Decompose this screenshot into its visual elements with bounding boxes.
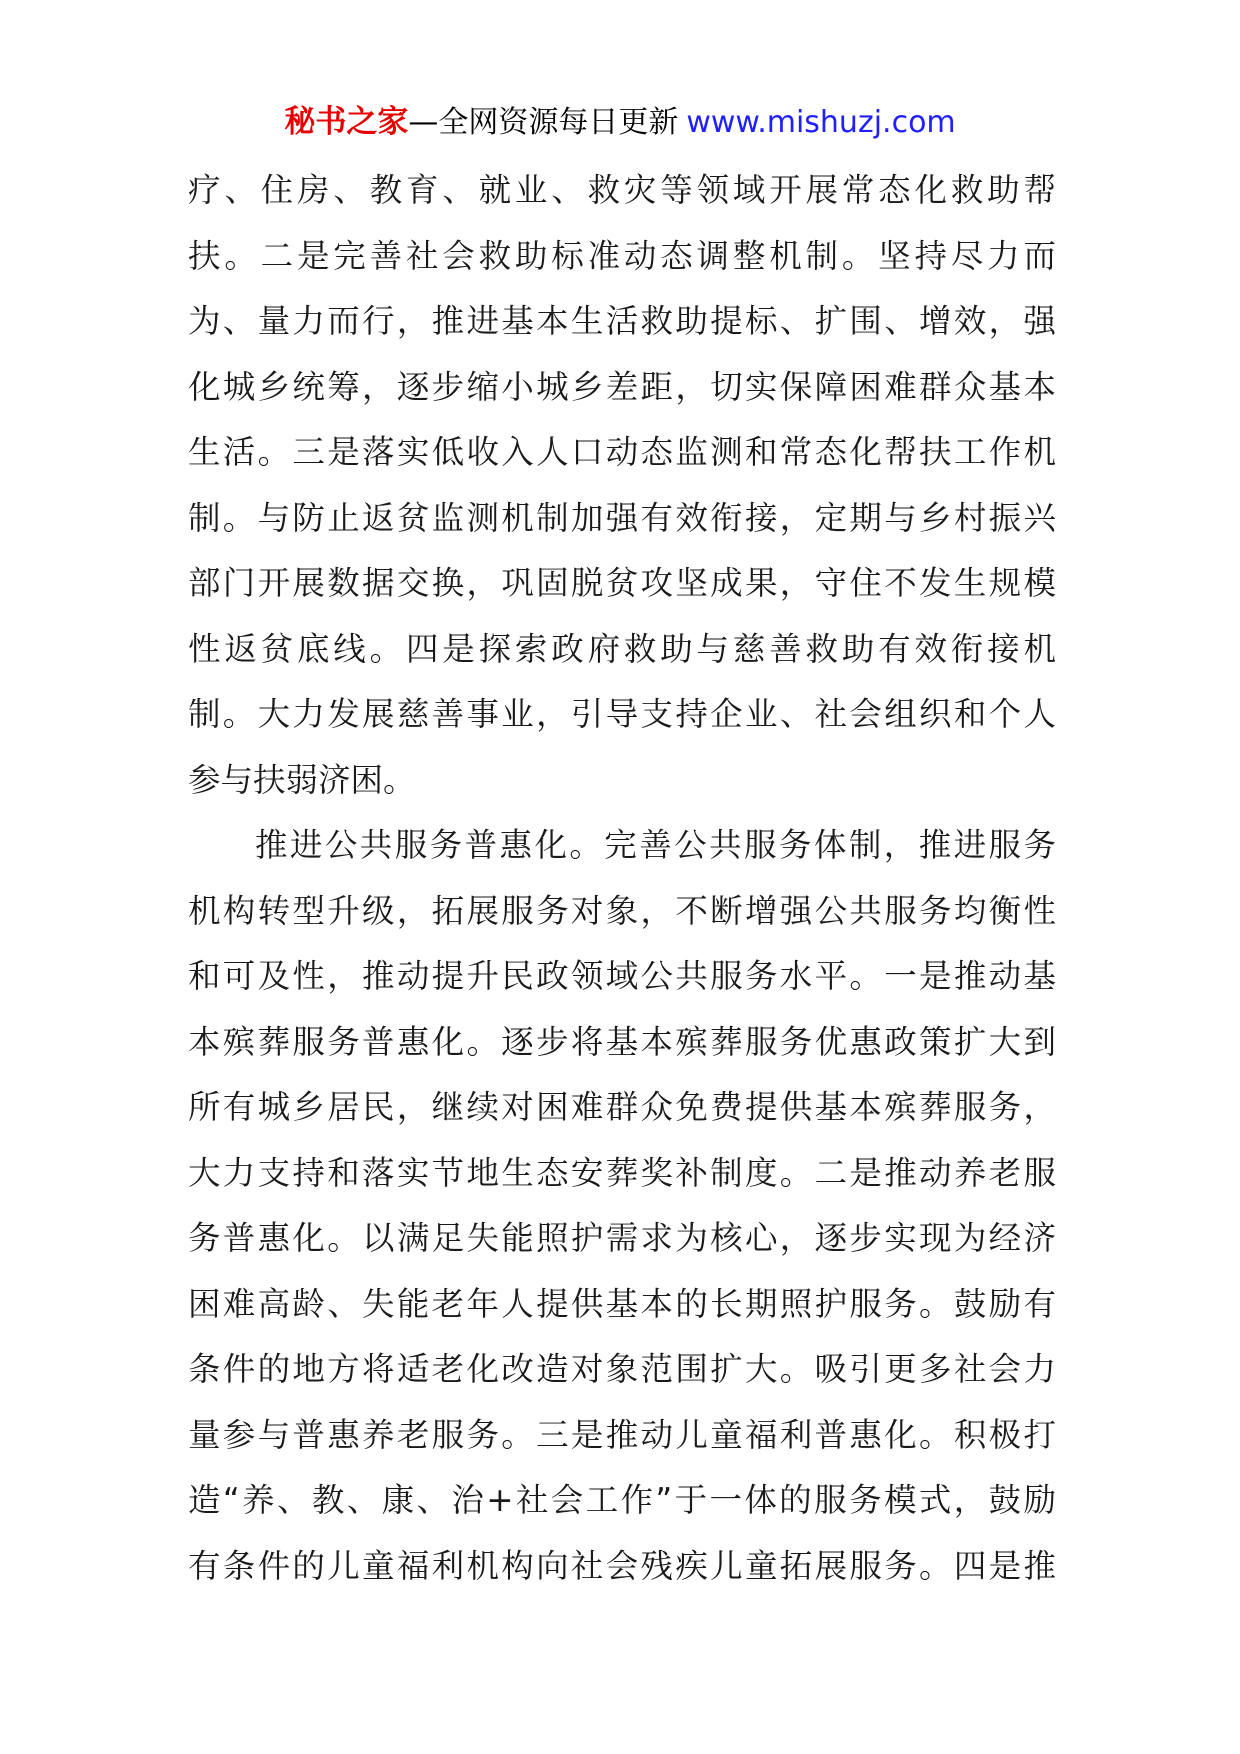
text-line: 制。与防止返贫监测机制加强有效衔接，定期与乡村振兴 xyxy=(188,498,1056,537)
text-line: 为、量力而行，推进基本生活救助提标、扩围、增效，强 xyxy=(188,302,1056,340)
text-line: 困难高龄、失能老年人提供基本的长期照护服务。鼓励有 xyxy=(188,1284,1056,1323)
text-line: 疗、住房、教育、就业、救灾等领域开展常态化救助帮 xyxy=(188,171,1056,209)
text-line: 机构转型升级，拓展服务对象，不断增强公共服务均衡性 xyxy=(188,891,1056,930)
site-watermark-header xyxy=(0,100,1240,145)
site-tagline: —全网资源每日更新 xyxy=(408,105,679,140)
text-line: 部门开展数据交换，巩固脱贫攻坚成果，守住不发生规模 xyxy=(188,564,1056,602)
text-line: 生活。三是落实低收入人口动态监测和常态化帮扶工作机 xyxy=(188,433,1056,471)
site-brand: 秘书之家 xyxy=(284,104,409,140)
text-line: 化城乡统筹，逐步缩小城乡差距，切实保障困难群众基本 xyxy=(188,367,1056,406)
text-line: 造“养、教、康、治+社会工作”于一体的服务模式，鼓励 xyxy=(188,1481,1056,1519)
text-line: 和可及性，推动提升民政领域公共服务水平。一是推动基 xyxy=(188,957,1056,995)
text-line: 扶。二是完善社会救助标准动态调整机制。坚持尽力而 xyxy=(188,236,1056,275)
text-line: 务普惠化。以满足失能照护需求为核心，逐步实现为经济 xyxy=(188,1219,1056,1257)
text-line: 条件的地方将适老化改造对象范围扩大。吸引更多社会力 xyxy=(188,1350,1056,1388)
paragraph-start-line: 推进公共服务普惠化。完善公共服务体制，推进服务 xyxy=(255,826,1056,864)
paragraph-end-line: 参与扶弱济困。 xyxy=(188,760,416,799)
document-body xyxy=(188,158,1056,1599)
text-line: 本殡葬服务普惠化。逐步将基本殡葬服务优惠政策扩大到 xyxy=(188,1022,1056,1061)
text-line: 量参与普惠养老服务。三是推动儿童福利普惠化。积极打 xyxy=(188,1415,1056,1454)
text-line: 性返贫底线。四是探索政府救助与慈善救助有效衔接机 xyxy=(188,629,1056,668)
text-line: 制。大力发展慈善事业，引导支持企业、社会组织和个人 xyxy=(188,695,1056,733)
text-line: 有条件的儿童福利机构向社会残疾儿童拓展服务。四是推 xyxy=(188,1546,1056,1585)
text-line: 大力支持和落实节地生态安葬奖补制度。二是推动养老服 xyxy=(188,1153,1056,1192)
site-url: www.mishuzj.com xyxy=(686,105,956,140)
text-line: 所有城乡居民，继续对困难群众免费提供基本殡葬服务， xyxy=(188,1088,1056,1126)
